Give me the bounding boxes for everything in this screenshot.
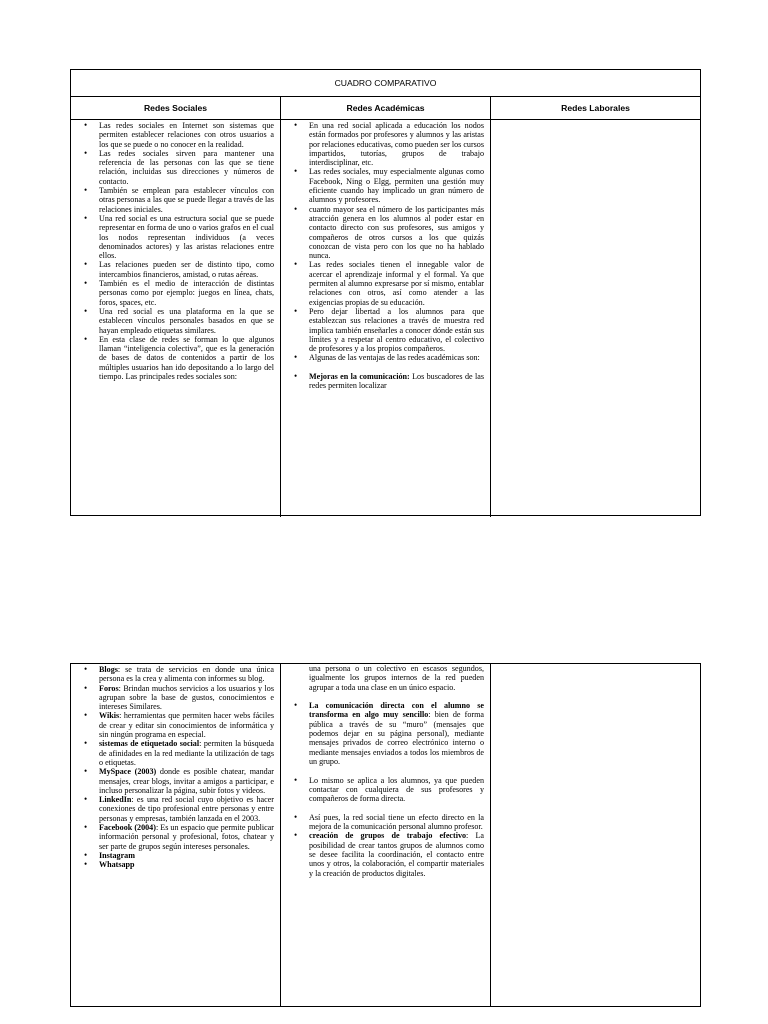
list-item: • También es el medio de interacción de distintas personas como por ejemplo: juegos en línea, chats, foros, spaces, etc. (71, 279, 274, 307)
list-item (71, 851, 274, 860)
header-redes-laborales: Redes Laborales (561, 103, 630, 113)
list-item: • Así pues, la red social tiene un efecto directo en la mejora de la comunicación personal alumno profesor. (281, 813, 484, 832)
header-redes-sociales: Redes Sociales (71, 97, 281, 119)
list-item-text: : Es un espacio que permite publicar información personal y profesional, fotos, chatear y ser parte de grupos según intereses personales. (99, 823, 275, 851)
list-item-text: : herramientas que permiten hacer webs fáciles de crear y editar sin conocimientos de informática y sin ningún programa en especial. (99, 711, 274, 740)
list-item-text: Los buscadores de las redes permiten localizar (309, 372, 484, 391)
list-item (71, 665, 274, 684)
list-item (281, 372, 484, 391)
list-item-keyword: Wikis (99, 711, 120, 721)
list-item-text: : Brindan muchos servicios a los usuarios y los agrupan sobre la base de gustos, conocimientos e intereses Similares. (99, 683, 274, 712)
list-item-text: : se trata de servicios en donde una única persona es la crea y alimenta con informes su blog. (99, 665, 274, 684)
list-item-text: donde es posible chatear, mandar mensajes, crear blogs, invitar a amigos a participar, e incluso personalizar la página, subir fotos y videos. (99, 767, 274, 795)
table-title (71, 70, 700, 97)
comparison-table-page-2 (70, 663, 701, 1007)
list-item (71, 860, 274, 869)
list-item: • Las relaciones pueden ser de distinto tipo, como intercambios financieros, amistad, o rutas aéreas. (71, 260, 274, 279)
list-item-keyword: Facebook (2004) (99, 823, 156, 833)
list-item: • En esta clase de redes se forman lo que algunos llaman “inteligencia colectiva”, que es la generación de bases de datos de contenidos a partir de los múltiples usuarios han ido depositando a lo largo del tiempo. Las principales redes sociales son: (71, 335, 274, 381)
list-item-keyword: Foros (99, 683, 119, 693)
table-body-row (71, 664, 700, 1006)
list-item (71, 711, 274, 739)
list-item (71, 795, 274, 823)
list-item: • Pero dejar libertad a los alumnos para que establezcan sus relaciones a través de muestra red implica también enseñarles a conocer dónde están sus límites y a respetar al centro educativo, el colectivo de profesores y a los propios compañeros. (281, 307, 484, 353)
list-item-keyword: Mejoras en la comunicación: (309, 372, 410, 382)
list-item-keyword: creación de grupos de trabajo efectivo (309, 831, 467, 841)
list-item-text: : La posibilidad de crear tantos grupos de alumnos como se desee facilita la coordinación, el contacto entre unos y otros, la colaboración, el compartir materiales y la creación de productos digitales. (309, 831, 484, 878)
list-item (281, 701, 484, 766)
list-item: • Una red social es una plataforma en la que se establecen vínculos personales basados en que se hayan empleado etiquetas similares. (71, 307, 274, 335)
cell-redes-sociales (71, 120, 281, 517)
list-item: • Las redes sociales tienen el innegable valor de acercar el aprendizaje informal y el formal. Ya que permiten al alumno expresarse por sí mismo, entablar relaciones con otros, así como atender a las exigencias propias de su educación. (281, 260, 484, 306)
list-item-keyword: Whatsapp (99, 860, 135, 870)
list-item-text: : es una red social cuyo objetivo es hacer conexiones de tipo profesional entre personas y entre personas y empresas, también lanzada en el 2003. (99, 795, 274, 823)
list-item-text: : permiten la búsqueda de afinidades en la red mediante la utilización de tags o etiquetas. (99, 739, 274, 767)
list-item (71, 684, 274, 712)
list-item-keyword: MySpace (2003) (99, 767, 157, 777)
list-item (71, 767, 274, 795)
cell-redes-academicas (281, 120, 491, 517)
list-item-keyword: Blogs (99, 665, 118, 674)
cell-redes-laborales (491, 120, 700, 517)
list-item-continuation: una persona o un colectivo en escasos segundos, igualmente los grupos internos de la red pueden agrupar a toda una clase en un único espacio. (309, 664, 484, 692)
list-item (71, 823, 274, 851)
list-item (281, 831, 484, 877)
table-body-row (71, 120, 700, 517)
list-item-keyword: sistemas de etiquetado social (99, 739, 200, 749)
header-redes-academicas: Redes Académicas (281, 97, 491, 119)
list-item-text: : bien de forma pública a través de su “muro” (mensajes que podemos dejar en su página personal), mediante mensajes privados de correo electrónico interno o mediante mensajes enviados a todos los miembros de un grupo. (309, 710, 485, 766)
cell-redes-laborales (491, 664, 700, 1006)
list-item: • En una red social aplicada a educación los nodos están formados por profesores y alumnos y las aristas por relaciones educativas, como pueden ser los cursos impartidos, tutorías, grupos de trabajo interdisciplinar, etc. (281, 121, 484, 167)
list-item: • Lo mismo se aplica a los alumnos, ya que pueden contactar con cualquiera de sus profesores y compañeros de forma directa. (281, 776, 484, 804)
list-item-keyword: La comunicación directa con el alumno se transforma en algo muy sencillo (309, 701, 484, 720)
list-item: • cuanto mayor sea el número de los participantes más atracción genera en los alumnos al poder estar en contacto directo con sus profesores, sus amigos y compañeros de otros cursos a los que quizás conozcan de vista pero con los que no ha hablado nunca. (281, 205, 484, 261)
cell-redes-academicas (281, 664, 491, 1006)
table-header-row (71, 97, 700, 120)
list-item: • Las redes sociales, muy especialmente algunas como Facebook, Ning o Elgg, permiten una gestión muy eficiente cuando hay implicado un gran número de alumnos y profesores. (281, 167, 484, 204)
cell-redes-sociales (71, 664, 281, 1006)
list-item: • Algunas de las ventajas de las redes académicas son: (281, 353, 484, 362)
list-item: • Una red social es una estructura social que se puede representar en forma de uno o varios grafos en el cual los nodos representan individuos (a veces denominados actores) y las aristas relaciones entre ellos. (71, 214, 274, 260)
list-item (71, 739, 274, 767)
list-item: • Las redes sociales en Internet son sistemas que permiten establecer relaciones con otros usuarios a los que se puede o no conocer en la realidad. (71, 121, 274, 149)
list-item: • También se emplean para establecer vínculos con otras personas a las que se puede llegar a través de las relaciones iniciales. (71, 186, 274, 214)
comparison-table-page-1 (70, 69, 701, 516)
list-item-keyword: LinkedIn (99, 795, 132, 805)
list-item: • Las redes sociales sirven para mantener una referencia de las personas con las que se tiene relación, incluidas sus direcciones y números de contacto. (71, 149, 274, 186)
table-title-text: CUADRO COMPARATIVO (334, 78, 437, 88)
list-item-keyword: Instagram (99, 850, 135, 860)
